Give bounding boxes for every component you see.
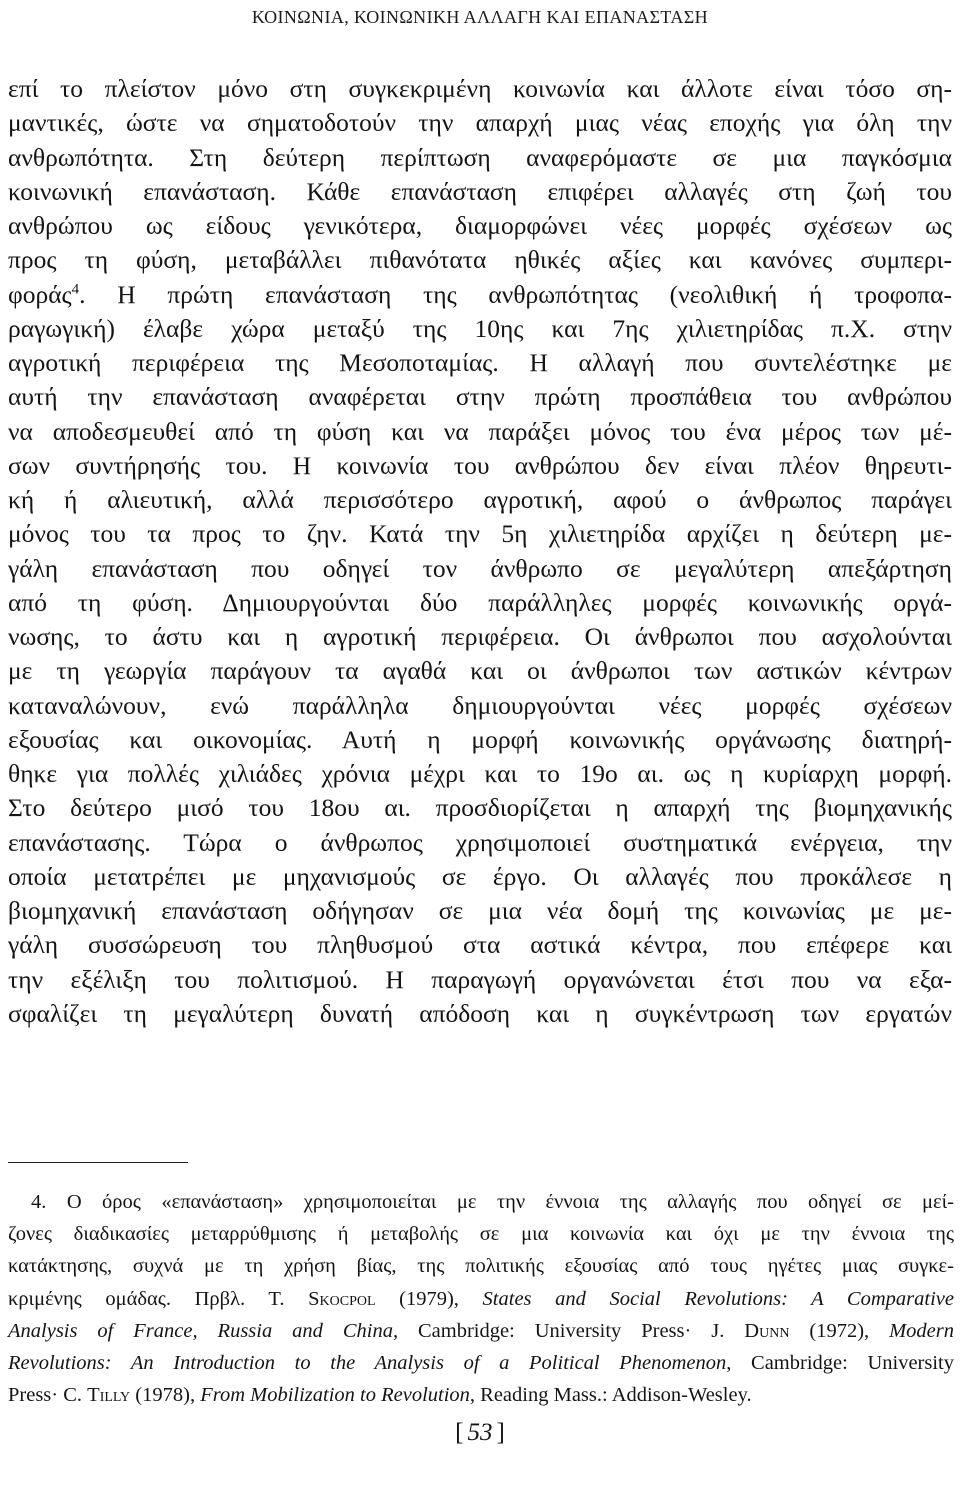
- book-title: Analysis of France, Russia and China: [8, 1319, 393, 1342]
- body-line: βιομηχανική επανάσταση οδήγησαν σε μια νέα δομή της κοινωνίας με με-: [8, 896, 952, 925]
- body-text: [8, 72, 952, 1031]
- body-line: μαντικές, ώστε να σηματοδοτούν την απαρχή μιας νέας εποχής για όλη την: [8, 108, 952, 138]
- footnote-text: , Cambridge: University Press· J.: [392, 1319, 745, 1342]
- author-name: Dunn: [744, 1319, 790, 1342]
- body-line: ραγωγική) έλαβε χώρα μεταξύ της 10ης και 7ης χιλιετηρίδας π.Χ. στην: [8, 313, 952, 343]
- body-line: εξουσίας και οικονομίας. Αυτή η μορφή κοινωνικής οργάνωσης διατηρή-: [8, 724, 952, 754]
- body-line: να αποδεσμευθεί από τη φύση και να παράξει μόνος του ένα μέρος των μέ-: [8, 416, 952, 446]
- body-line: σων συντήρησής του. Η κοινωνία του ανθρώπου δεν είναι πλέον θηρευτι-: [8, 450, 952, 480]
- footnote-line: [8, 1283, 954, 1315]
- author-name: Tilly: [87, 1384, 131, 1407]
- body-line: αυτή την επανάσταση αναφέρεται στην πρώτη προσπάθεια του ανθρώπου: [8, 382, 952, 412]
- body-line: προς τη φύση, μεταβάλλει πιθανότατα ηθικές αξίες και κανόνες συμπερι-: [8, 245, 952, 275]
- body-line: νωσης, το άστυ και η αγροτική περιφέρεια. Οι άνθρωποι που ασχολούνται: [8, 622, 952, 651]
- book-title: States and Social Revolutions: A Comparative: [482, 1287, 954, 1310]
- body-line: σφαλίζει τη μεγαλύτερη δυνατή απόδοση και η συγκέντρωση των εργατών: [8, 998, 952, 1028]
- footnote-line: [8, 1315, 954, 1347]
- footnote-text: Press· C.: [8, 1384, 88, 1407]
- footnote-separator-rule: [8, 1162, 188, 1163]
- body-line: γάλη επανάσταση που οδηγεί τον άνθρωπο σε μεγαλύτερη απεξάρτηση: [8, 553, 952, 583]
- page-number: [0, 1419, 960, 1447]
- footnote-line: 4. Ο όρος «επανάσταση» χρησιμοποιείται με την έννοια της αλλαγής που οδηγεί σε μεί-: [31, 1191, 954, 1213]
- footnote-text: κριμένης ομάδας. Πρβλ. Τ.: [8, 1287, 309, 1310]
- body-line: οποία μετατρέπει με μηχανισμούς σε έργο. Οι αλλαγές που προκάλεσε η: [8, 861, 952, 891]
- body-line: επανάστασης. Τώρα ο άνθρωπος χρησιμοποιεί συστηματικά ενέργεια, την: [8, 827, 952, 857]
- footnote-text: , Cambridge: University: [726, 1351, 954, 1374]
- page-number-open-bracket: [: [455, 1419, 464, 1446]
- body-line: γάλη συσσώρευση του πληθυσμού στα αστικά κέντρα, που επέφερε και: [8, 930, 952, 960]
- page-number-close-bracket: ]: [496, 1419, 505, 1446]
- footnote-line: [8, 1379, 954, 1411]
- footnote-line: [8, 1347, 954, 1379]
- footnote-line: κατάκτησης, συχνά με τη χρήση βίας, της πολιτικής εξουσίας από τους ηγέτες μιας συγκε-: [8, 1255, 954, 1278]
- body-line-with-footnote-ref: [8, 278, 952, 312]
- body-line: με τη γεωργία παράγουν τα αγαθά και οι άνθρωποι των αστικών κέντρων: [8, 656, 952, 686]
- body-line: ανθρώπου ως είδους γενικότερα, διαμορφώνει νέες μορφές σχέσεων ως: [8, 211, 952, 240]
- footnote-text: (1972),: [789, 1319, 890, 1342]
- body-line: την εξέλιξη του πολιτισμού. Η παραγωγή οργανώνεται έτσι που να εξα-: [8, 964, 952, 994]
- body-line: επί το πλείστον μόνο στη συγκεκριμένη κοινωνία και άλλοτε είναι τόσο ση-: [8, 74, 952, 103]
- book-title: Revolutions: An Introduction to the Analysis of a Political Phenomenon: [8, 1351, 727, 1374]
- body-line: κή ή αλιευτική, αλλά περισσότερο αγροτική, αφού ο άνθρωπος παράγει: [8, 485, 952, 514]
- body-line-part: φοράς: [8, 279, 72, 309]
- footnote-text: , Reading Mass.: Addison-Wesley.: [469, 1384, 752, 1407]
- body-line: καταναλώνουν, ενώ παράλληλα δημιουργούνται νέες μορφές σχέσεων: [8, 690, 952, 720]
- page-number-value: 53: [467, 1419, 493, 1446]
- body-line: θηκε για πολλές χιλιάδες χρόνια μέχρι και το 19ο αι. ως η κυρίαρχη μορφή.: [8, 759, 952, 788]
- book-title: Modern: [889, 1319, 954, 1342]
- body-line: από τη φύση. Δημιουργούνται δύο παράλληλες μορφές κοινωνικής οργά-: [8, 587, 952, 617]
- footnote-reference: 4: [71, 281, 80, 297]
- body-line: ανθρωπότητα. Στη δεύτερη περίπτωση αναφερόμαστε σε μια παγκόσμια: [8, 142, 952, 172]
- running-head: ΚΟΙΝΩΝΙΑ, ΚΟΙΝΩΝΙΚΗ ΑΛΛΑΓΗ ΚΑΙ ΕΠΑΝΑΣΤΑΣΗ: [251, 7, 709, 27]
- footnote-text: (1979),: [375, 1287, 483, 1310]
- author-name: Skocpol: [308, 1287, 376, 1310]
- body-line: αγροτική περιφέρεια της Μεσοποταμίας. Η αλλαγή που συντελέστηκε με: [8, 348, 952, 377]
- body-line: μόνος του τα προς το ζην. Κατά την 5η χιλιετηρίδα αρχίζει η δεύτερη με-: [8, 519, 952, 549]
- footnote: [8, 1186, 954, 1411]
- body-line: κοινωνική επανάσταση. Κάθε επανάσταση επιφέρει αλλαγές στη ζωή του: [8, 176, 952, 206]
- body-line-part: . Η πρώτη επανάσταση της ανθρωπότητας (νεολιθική ή τροφοπα-: [79, 279, 952, 309]
- footnote-line: ζονες διαδικασίες μεταρρύθμισης ή μεταβολής σε μια κοινωνία και όχι με την έννοια της: [8, 1223, 954, 1246]
- footnote-text: (1978),: [130, 1384, 201, 1407]
- book-title: From Mobilization to Revolution: [200, 1384, 470, 1407]
- body-line: Στο δεύτερο μισό του 18ου αι. προσδιορίζεται η απαρχή της βιομηχανικής: [8, 793, 952, 823]
